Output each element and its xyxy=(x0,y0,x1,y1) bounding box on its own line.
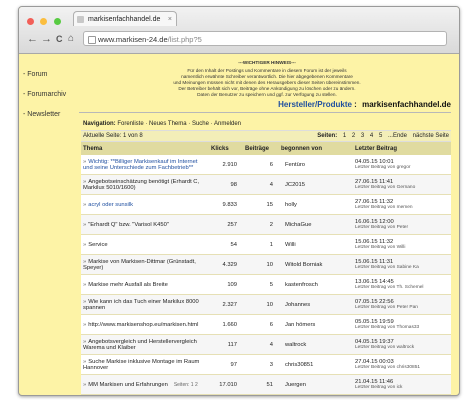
last-post-author[interactable]: Letzter Beitrag von chris30851 xyxy=(355,365,421,370)
last-post-cell xyxy=(353,335,451,355)
sidebar xyxy=(19,54,75,395)
column-header-letzter-beitrag: Letzter Beitrag xyxy=(353,142,451,155)
nav-label: Navigation: xyxy=(83,121,116,127)
topic-pages[interactable]: Seiten: 1 2 xyxy=(173,381,198,388)
topic-list xyxy=(81,155,451,395)
page-link-2[interactable]: 2 xyxy=(351,133,356,139)
last-post-cell xyxy=(353,355,451,375)
column-header-thema: Thema xyxy=(81,142,209,155)
last-post-cell xyxy=(353,235,451,255)
topic-link[interactable]: Angebotseinschätzung benötigt (Erhardt C, Markilux 5010/1600) xyxy=(83,178,200,191)
topic-author[interactable]: Juergen xyxy=(279,375,353,395)
topic-link[interactable]: http://www.markisenshop.eu/markisen.html xyxy=(88,321,199,328)
topic-table xyxy=(81,142,451,395)
nav-link-forenliste[interactable]: Forenliste xyxy=(117,121,144,127)
last-post-cell xyxy=(353,315,451,335)
table-row xyxy=(81,195,451,215)
table-row xyxy=(81,255,451,275)
topic-posts: 6 xyxy=(243,155,279,175)
navigation-bar xyxy=(19,28,459,52)
main-content xyxy=(79,56,455,395)
topic-link[interactable]: Wie kann ich das Tuch einer Markilux 8000 spannen xyxy=(83,298,199,311)
url-path: /list.php?5 xyxy=(167,35,202,44)
column-header-klicks: Klicks xyxy=(209,142,243,155)
notice-line: und Meinungen müssen nicht mit denen des Herausgebers dieser Seiten übereinstimmen. xyxy=(173,80,361,85)
page-title xyxy=(79,100,451,109)
last-post-cell xyxy=(353,155,451,175)
topic-posts: 2 xyxy=(243,215,279,235)
page-link-4[interactable]: 4 xyxy=(369,133,374,139)
last-post-date: 27.06.15 11:41 xyxy=(355,179,394,185)
notice-box xyxy=(79,60,455,98)
page-icon xyxy=(88,36,96,44)
last-post-cell xyxy=(353,175,451,195)
topic-author[interactable]: JC2015 xyxy=(279,175,353,195)
last-post-author[interactable]: Letzter Beitrag von Sabine Ka xyxy=(355,265,419,270)
header-divider xyxy=(79,112,451,113)
last-post-date: 15.06.15 11:31 xyxy=(355,259,394,265)
category-title[interactable]: Hersteller/Produkte xyxy=(278,100,352,109)
topic-author[interactable]: MichaGue xyxy=(279,215,353,235)
topic-author[interactable]: Willi xyxy=(279,235,353,255)
topic-clicks: 117 xyxy=(209,335,243,355)
topic-link[interactable]: MM Markisen und Erfahrungen xyxy=(88,381,168,388)
topic-cell xyxy=(81,315,209,335)
topic-clicks: 17.010 xyxy=(209,375,243,395)
topic-cell xyxy=(81,335,209,355)
topic-arrow-icon: » xyxy=(83,338,87,345)
table-row xyxy=(81,315,451,335)
topic-arrow-icon: » xyxy=(83,358,87,365)
topic-arrow-icon: » xyxy=(83,298,87,305)
topic-arrow-icon: » xyxy=(83,321,87,328)
topic-link[interactable]: Suche Markise inklusive Montage im Raum Hannover xyxy=(83,358,200,371)
page-link-3[interactable]: 3 xyxy=(360,133,365,139)
topic-cell xyxy=(81,175,209,195)
topic-link[interactable]: Wichtig: **Billiger Markisenkauf im Internet und seine Unterschiede zum Fachbetrieb** xyxy=(83,158,198,171)
topic-posts: 1 xyxy=(243,235,279,255)
notice-line: namentlich erwähnte Schreiber verantwortlich. Die hier abgegebenen Kommentare xyxy=(181,74,353,79)
last-post-date: 27.04.15 00:03 xyxy=(355,359,394,365)
next-page-link[interactable]: nächste Seite xyxy=(412,133,449,139)
topic-author[interactable]: holly xyxy=(279,195,353,215)
page-link-1[interactable]: 1 xyxy=(342,133,347,139)
last-post-date: 27.06.15 11:32 xyxy=(355,199,394,205)
notice-line: Der Betreiber behält sich vor, Beiträge ohne Ankündigung zu löschen oder zu ändern. xyxy=(178,86,356,91)
page-link-5[interactable]: 5 xyxy=(378,133,383,139)
last-post-cell xyxy=(353,195,451,215)
url-bar[interactable] xyxy=(83,31,447,46)
title-separator: : xyxy=(354,100,357,109)
topic-author[interactable]: Witold Borniak xyxy=(279,255,353,275)
topic-clicks: 9.833 xyxy=(209,195,243,215)
url-host: www.markisen-24.de xyxy=(98,35,168,44)
topic-link[interactable]: "Erhardt Q" bzw. "Varisol K450" xyxy=(88,221,169,228)
topic-link[interactable]: Angebotsvergleich und Herstellervergleich Warema und Klaiber xyxy=(83,338,197,351)
nav-separator: · xyxy=(210,121,213,127)
last-post-cell xyxy=(353,275,451,295)
topic-arrow-icon: » xyxy=(83,221,87,228)
column-header-begonnen-von: begonnen von xyxy=(279,142,353,155)
table-row xyxy=(81,235,451,255)
last-post-date: 07.05.15 22:56 xyxy=(355,299,394,305)
sidebar-item-forumarchiv[interactable]: - Forumarchiv xyxy=(23,91,67,98)
topic-author[interactable]: Jan hömers xyxy=(279,315,353,335)
topic-arrow-icon: » xyxy=(83,158,87,165)
nav-separator: · xyxy=(188,121,191,127)
last-post-author[interactable]: Letzter Beitrag von memen xyxy=(355,205,413,210)
sidebar-item-newsletter[interactable]: - Newsletter xyxy=(23,111,61,118)
topic-clicks: 1.660 xyxy=(209,315,243,335)
last-post-author[interactable]: Letzter Beitrag von Thomas33 xyxy=(355,325,420,330)
minimize-window-button[interactable] xyxy=(40,18,47,25)
topic-author[interactable]: Fentüro xyxy=(279,155,353,175)
topic-link[interactable]: Service xyxy=(88,241,108,248)
favicon-icon xyxy=(77,16,84,23)
tab-close-icon[interactable]: × xyxy=(167,16,172,23)
browser-window xyxy=(18,6,460,396)
last-post-author[interactable]: Letzter Beitrag von gregor xyxy=(355,165,411,170)
last-post-cell xyxy=(353,375,451,395)
last-post-author[interactable]: Letzter Beitrag von waltrock xyxy=(355,345,415,350)
current-page-text: Aktuelle Seite: 1 von 8 xyxy=(83,133,143,139)
nav-link-neues-thema[interactable]: Neues Thema xyxy=(149,121,187,127)
last-post-author[interactable]: Letzter Beitrag von Gernano xyxy=(355,185,416,190)
topic-link[interactable]: acryl oder sunsilk xyxy=(88,201,134,208)
last-post-author[interactable]: Letzter Beitrag von Th. Schemel xyxy=(355,285,424,290)
topic-posts: 15 xyxy=(243,195,279,215)
topic-cell xyxy=(81,255,209,275)
table-row xyxy=(81,215,451,235)
nav-link-suche[interactable]: Suche xyxy=(191,121,209,127)
back-arrow-icon[interactable]: ← xyxy=(27,33,38,45)
notice-line: Für den Inhalt der Postings und Kommentare in diesem Forum ist der jeweils xyxy=(187,68,347,73)
last-post-date: 16.06.15 12:00 xyxy=(355,219,394,225)
pages-label: Seiten: xyxy=(317,133,338,139)
nav-link-anmelden[interactable]: Anmelden xyxy=(213,121,242,127)
forum-navigation xyxy=(81,118,451,130)
last-post-cell xyxy=(353,255,451,275)
topic-cell xyxy=(81,275,209,295)
tab-title: markisenfachhandel.de xyxy=(88,16,161,23)
table-row xyxy=(81,175,451,195)
last-post-author[interactable]: Letzter Beitrag von Willi xyxy=(355,245,406,250)
topic-arrow-icon: » xyxy=(83,258,87,265)
topic-cell xyxy=(81,195,209,215)
topic-author[interactable]: chris30851 xyxy=(279,355,353,375)
topic-posts: 10 xyxy=(243,295,279,315)
topic-clicks: 4.329 xyxy=(209,255,243,275)
topic-posts: 6 xyxy=(243,315,279,335)
topic-cell xyxy=(81,295,209,315)
topic-clicks: 54 xyxy=(209,235,243,255)
table-row xyxy=(81,155,451,175)
topic-cell xyxy=(81,215,209,235)
topic-link[interactable]: Markise mehr Ausfall als Breite xyxy=(88,281,168,288)
topic-clicks: 98 xyxy=(209,175,243,195)
topic-posts: 51 xyxy=(243,375,279,395)
last-post-author[interactable]: Letzter Beitrag von Peter xyxy=(355,225,409,230)
topic-clicks: 257 xyxy=(209,215,243,235)
table-row xyxy=(81,355,451,375)
topic-clicks: 2.327 xyxy=(209,295,243,315)
last-post-date: 05.05.15 19:59 xyxy=(355,319,394,325)
forward-arrow-icon[interactable]: → xyxy=(41,33,52,45)
topic-author[interactable]: Johannes xyxy=(279,295,353,315)
close-window-button[interactable] xyxy=(27,18,34,25)
site-title[interactable]: markisenfachhandel.de xyxy=(362,100,451,109)
table-row xyxy=(81,335,451,355)
topic-posts: 4 xyxy=(243,175,279,195)
topic-arrow-icon: » xyxy=(83,201,87,208)
last-post-date: 04.05.15 19:37 xyxy=(355,339,394,345)
topic-arrow-icon: » xyxy=(83,178,87,185)
nav-separator: · xyxy=(145,121,148,127)
last-post-cell xyxy=(353,215,451,235)
last-post-author[interactable]: Letzter Beitrag von ick xyxy=(355,385,403,390)
topic-posts: 3 xyxy=(243,355,279,375)
table-row xyxy=(81,295,451,315)
browser-chrome xyxy=(19,7,459,54)
last-post-date: 13.06.15 14:45 xyxy=(355,279,394,285)
home-icon[interactable]: ⌂ xyxy=(68,33,75,44)
reload-icon[interactable]: C xyxy=(56,34,63,44)
topic-clicks: 2.910 xyxy=(209,155,243,175)
topic-cell xyxy=(81,155,209,175)
topic-author[interactable]: waltrock xyxy=(279,335,353,355)
pagination-bar xyxy=(81,130,451,142)
page-link-end[interactable]: ...Ende xyxy=(387,133,407,139)
last-post-date: 15.06.15 11:32 xyxy=(355,239,394,245)
page-links xyxy=(317,131,449,141)
topic-posts: 4 xyxy=(243,335,279,355)
last-post-cell xyxy=(353,295,451,315)
topic-author[interactable]: kastenfrosch xyxy=(279,275,353,295)
notice-line: Daten der Benutzer zu speichern und ggf. zur Verfügung zu stellen. xyxy=(197,92,337,97)
last-post-date: 21.04.15 11:46 xyxy=(355,379,394,385)
topic-cell xyxy=(81,375,209,395)
last-post-date: 04.05.15 10:01 xyxy=(355,159,394,165)
topic-posts: 5 xyxy=(243,275,279,295)
maximize-window-button[interactable] xyxy=(54,18,61,25)
topic-arrow-icon: » xyxy=(83,381,87,388)
topic-clicks: 97 xyxy=(209,355,243,375)
forum-panel xyxy=(81,118,451,395)
topic-link[interactable]: Markise von Markisen-Dittmar (Grünstadt, Speyer) xyxy=(83,258,196,271)
browser-tab[interactable] xyxy=(73,11,177,26)
topic-arrow-icon: » xyxy=(83,281,87,288)
topic-posts: 10 xyxy=(243,255,279,275)
topic-cell xyxy=(81,355,209,375)
topic-clicks: 109 xyxy=(209,275,243,295)
table-row xyxy=(81,275,451,295)
topic-cell xyxy=(81,235,209,255)
column-header-beitraege: Beiträge xyxy=(243,142,279,155)
last-post-author[interactable]: Letzter Beitrag von Peter Pan xyxy=(355,305,418,310)
topic-arrow-icon: » xyxy=(83,241,87,248)
table-header-row xyxy=(81,142,451,155)
notice-heading: ---WICHTIGER HINWEIS--- xyxy=(238,60,296,65)
table-row xyxy=(81,375,451,395)
sidebar-item-forum[interactable]: - Forum xyxy=(23,71,48,78)
